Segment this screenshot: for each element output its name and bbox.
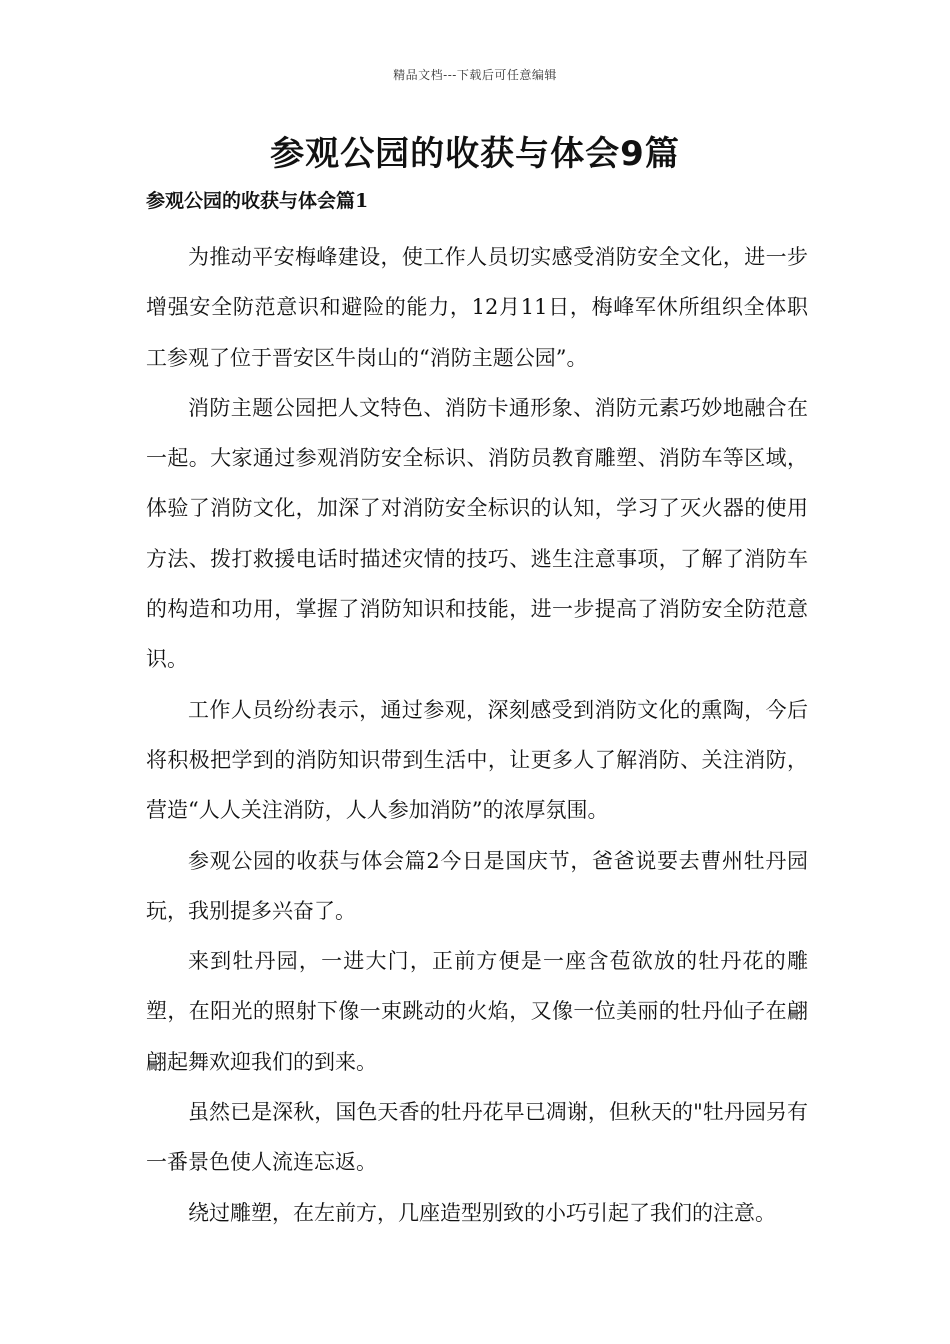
paragraph: 绕过雕塑，在左前方，几座造型别致的小巧引起了我们的注意。 xyxy=(188,1200,776,1225)
header-note: 精品文档---下载后可任意编辑 xyxy=(393,68,557,82)
section-heading: 参观公园的收获与体会篇1 xyxy=(146,190,369,212)
paragraph: 参观公园的收获与体会篇2今日是国庆节，爸爸说要去曹州牡丹园玩，我别提多兴奋了。 xyxy=(146,848,808,923)
paragraph: 虽然已是深秋，国色天香的牡丹花早已凋谢，但秋天的"牡丹园另有一番景色使人流连忘返。 xyxy=(146,1100,808,1175)
document-title: 参观公园的收获与体会9篇 xyxy=(270,134,680,174)
paragraph: 消防主题公园把人文特色、消防卡通形象、消防元素巧妙地融合在一起。大家通过参观消防安全标识、消防员教育雕塑、消防车等区域，体验了消防文化，加深了对消防安全标识的认知，学习了灭火器的使用方法、拨打救援电话时描述灾情的技巧、逃生注意事项，了解了消防车的构造和功用，掌握了消防知识和技能，进一步提高了消防安全防范意识。 xyxy=(146,395,808,672)
paragraph: 为推动平安梅峰建设，使工作人员切实感受消防安全文化，进一步增强安全防范意识和避险的能力，12月11日，梅峰军休所组织全体职工参观了位于晋安区牛岗山的“消防主题公园”。 xyxy=(146,245,808,370)
body-text xyxy=(146,232,808,1238)
paragraph: 来到牡丹园，一进大门，正前方便是一座含苞欲放的牡丹花的雕塑，在阳光的照射下像一束跳动的火焰，又像一位美丽的牡丹仙子在翩翩起舞欢迎我们的到来。 xyxy=(146,949,808,1074)
paragraph: 工作人员纷纷表示，通过参观，深刻感受到消防文化的熏陶，今后将积极把学到的消防知识带到生活中，让更多人了解消防、关注消防，营造“人人关注消防，人人参加消防”的浓厚氛围。 xyxy=(146,697,808,823)
